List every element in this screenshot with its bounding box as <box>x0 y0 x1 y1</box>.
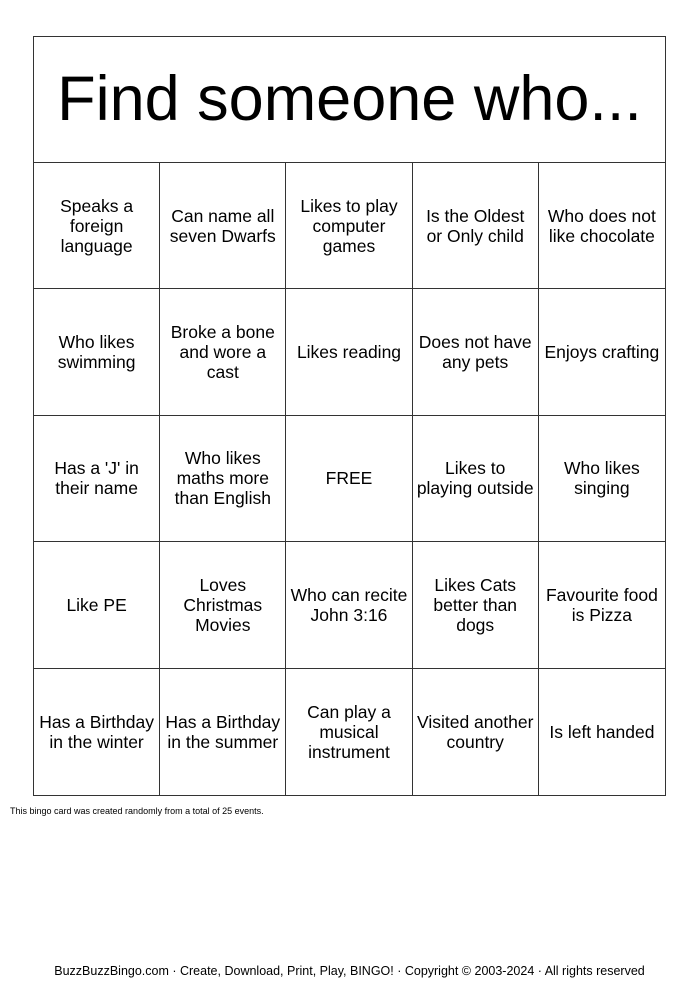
card-title: Find someone who... <box>34 37 665 163</box>
bingo-cell: Who likes maths more than English <box>160 416 286 542</box>
footer-copyright: BuzzBuzzBingo.com · Create, Download, Print, Play, BINGO! · Copyright © 2003-2024 · All rights reserved <box>54 964 645 978</box>
bingo-cell: Can play a musical instrument <box>286 669 412 795</box>
bingo-cell: Favourite food is Pizza <box>539 542 665 668</box>
bingo-cell: Who likes singing <box>539 416 665 542</box>
bingo-card <box>33 36 666 796</box>
bingo-cell: Loves Christmas Movies <box>160 542 286 668</box>
bingo-cell: Broke a bone and wore a cast <box>160 289 286 415</box>
bingo-cell: Has a Birthday in the summer <box>160 669 286 795</box>
bingo-cell: Likes reading <box>286 289 412 415</box>
generation-note: This bingo card was created randomly from a total of 25 events. <box>10 806 264 816</box>
bingo-cell: Who can recite John 3:16 <box>286 542 412 668</box>
bingo-cell: Has a 'J' in their name <box>34 416 160 542</box>
bingo-cell: Visited another country <box>413 669 539 795</box>
bingo-grid <box>34 163 665 795</box>
bingo-cell: Like PE <box>34 542 160 668</box>
bingo-cell: Does not have any pets <box>413 289 539 415</box>
free-space-cell: FREE <box>286 416 412 542</box>
bingo-cell: Has a Birthday in the winter <box>34 669 160 795</box>
bingo-cell: Likes to playing outside <box>413 416 539 542</box>
bingo-cell: Who does not like chocolate <box>539 163 665 289</box>
bingo-cell: Likes to play computer games <box>286 163 412 289</box>
bingo-cell: Can name all seven Dwarfs <box>160 163 286 289</box>
bingo-cell: Is the Oldest or Only child <box>413 163 539 289</box>
bingo-cell: Likes Cats better than dogs <box>413 542 539 668</box>
bingo-cell: Enjoys crafting <box>539 289 665 415</box>
bingo-cell: Is left handed <box>549 721 655 742</box>
bingo-cell: Who likes swimming <box>34 289 160 415</box>
bingo-cell: Speaks a foreign language <box>34 163 160 289</box>
